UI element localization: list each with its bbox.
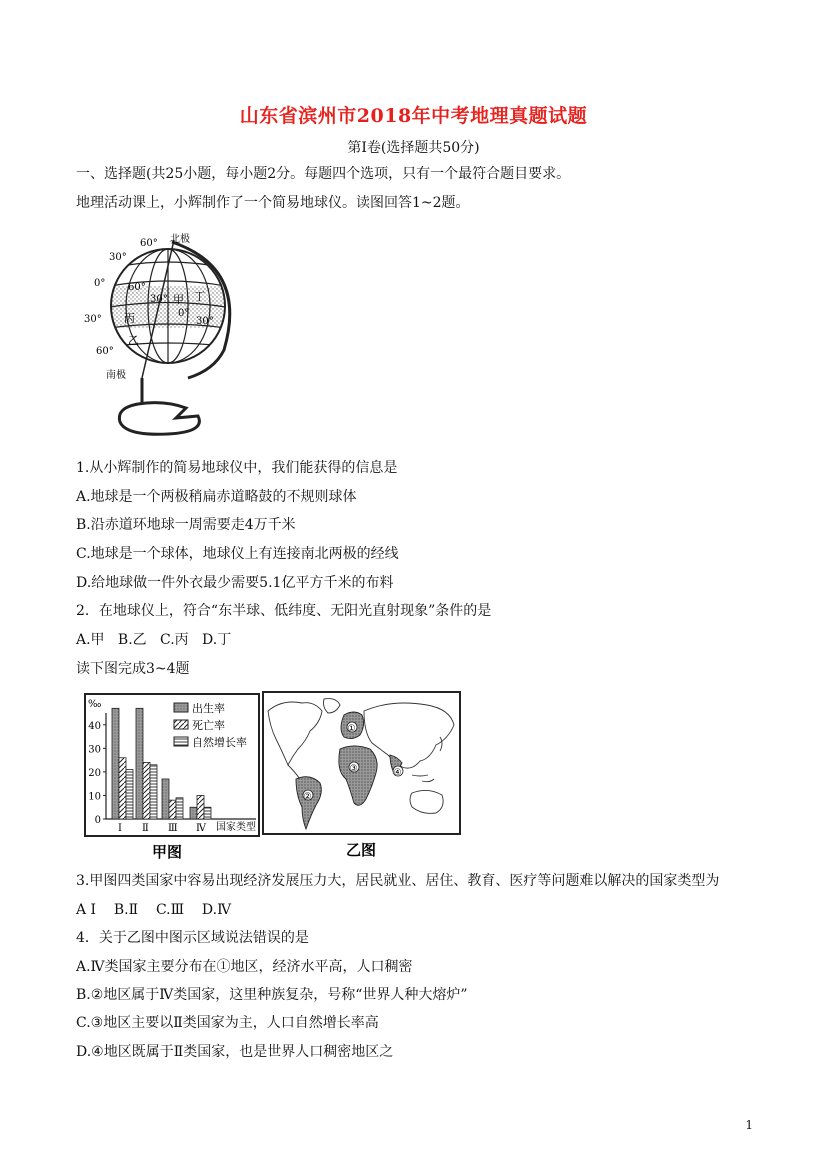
bar-birth-4	[190, 807, 197, 819]
legend-label-death: 死亡率	[192, 719, 225, 732]
x-category-label: Ⅳ	[196, 823, 206, 834]
intro-text-2: 读下图完成3~4题	[76, 661, 190, 677]
y-tick-label: 30	[88, 744, 101, 756]
y-tick-label: 40	[88, 720, 101, 732]
map-marker-1: ①	[347, 724, 356, 734]
bar-death-1	[119, 758, 126, 819]
bar-death-3	[169, 800, 176, 819]
q4-option-d: D.④地区既属于Ⅱ类国家，也是世界人口稠密地区之	[76, 1044, 394, 1060]
y-tick-label: 20	[88, 767, 101, 779]
label-lat-0: 0°	[94, 278, 106, 289]
bar-death-2	[143, 762, 150, 819]
q1-option-b: B.沿赤道环地球一周需要走4万千米	[76, 517, 296, 533]
world-map	[262, 691, 462, 859]
label-south-pole: 南极	[106, 370, 126, 381]
q4-option-a: A.Ⅳ类国家主要分布在①地区，经济水平高，人口稠密	[76, 959, 413, 975]
page-number: 1	[745, 1118, 753, 1132]
label-inner-60: 60°	[128, 282, 146, 293]
map-marker-4: ④	[393, 768, 402, 778]
bar-birth-3	[162, 779, 169, 819]
label-lat-60s: 60°	[96, 346, 114, 357]
label-north-pole: 北极	[170, 234, 190, 245]
label-lat-30n: 30°	[109, 252, 127, 263]
legend-label-birth: 出生率	[192, 702, 225, 715]
label-lat-60n: 60°	[140, 238, 158, 249]
x-category-label: Ⅱ	[142, 823, 149, 834]
q4-stem: 4．关于乙图中图示区域说法错误的是	[76, 930, 309, 946]
chart-y-unit: ‰	[88, 699, 102, 710]
x-category-label: Ⅰ	[118, 823, 122, 834]
q3-stem: 3.甲图四类国家中容易出现经济发展压力大，居民就业、居住、教育、医疗等问题难以解决的国家类型为	[76, 873, 720, 889]
q4-option-b: B.②地区属于Ⅳ类国家，这里种族复杂，号称“世界人种大熔炉”	[76, 987, 468, 1003]
q1-stem: 1.从小辉制作的简易地球仪中，我们能获得的信息是	[76, 460, 398, 476]
legend-swatch-death	[174, 720, 188, 729]
bar-birth-2	[136, 708, 143, 819]
bar-natural-2	[150, 765, 157, 819]
section-title: 第Ⅰ卷(选择题共50分)	[347, 140, 480, 156]
bar-death-4	[197, 795, 204, 819]
q2-options: A.甲 B.乙 C.丙 D.丁	[76, 632, 232, 648]
map-caption: 乙图	[346, 841, 377, 859]
label-yi: 乙	[128, 334, 139, 347]
legend-swatch-birth	[174, 703, 188, 712]
intro-text-1: 地理活动课上，小辉制作了一个简易地球仪。读图回答1~2题。	[76, 195, 470, 211]
bar-natural-4	[204, 807, 211, 819]
bar-natural-3	[176, 798, 183, 819]
legend-swatch-natural	[174, 737, 188, 746]
label-lat-30s: 30°	[84, 314, 102, 325]
label-inner-30: 30°	[150, 294, 168, 305]
q2-stem: 2．在地球仪上，符合“东半球、低纬度、无阳光直射现象”条件的是	[76, 603, 492, 619]
label-inner-0: 0°	[178, 308, 190, 319]
legend-label-natural: 自然增长率	[192, 736, 247, 749]
x-category-label: Ⅲ	[168, 823, 178, 834]
q1-option-a: A.地球是一个两极稍扁赤道略鼓的不规则球体	[76, 489, 357, 505]
q4-option-c: C.③地区主要以Ⅱ类国家为主，人口自然增长率高	[76, 1015, 379, 1031]
bar-birth-1	[112, 708, 119, 819]
chart-caption: 甲图	[152, 843, 183, 859]
label-bing: 丙	[124, 312, 135, 325]
q3-options: A Ⅰ B.Ⅱ C.Ⅲ D.Ⅳ	[76, 902, 232, 918]
bar-natural-1	[126, 770, 133, 819]
globe-figure	[76, 228, 236, 440]
map-marker-3: ③	[349, 764, 358, 774]
label-jia: 甲	[173, 293, 184, 306]
chart-x-label: 国家类型	[216, 822, 256, 833]
q1-option-d: D.给地球做一件外衣最少需要5.1亿平方千米的布料	[76, 575, 394, 591]
page-title: 山东省滨州市2018年中考地理真题试题	[239, 105, 588, 127]
q1-option-c: C.地球是一个球体，地球仪上有连接南北两极的经线	[76, 546, 399, 562]
label-right-30: 30°	[196, 316, 214, 327]
label-ding: 丁	[194, 290, 205, 303]
y-tick-label: 0	[94, 815, 101, 826]
globe-stand	[119, 403, 199, 435]
y-tick-label: 10	[88, 791, 101, 803]
birth-death-chart	[84, 693, 260, 859]
map-marker-2: ②	[303, 792, 312, 802]
instruction-text: 一、选择题(共25小题，每小题2分。每题四个选项，只有一个最符合题目要求。	[76, 166, 571, 182]
